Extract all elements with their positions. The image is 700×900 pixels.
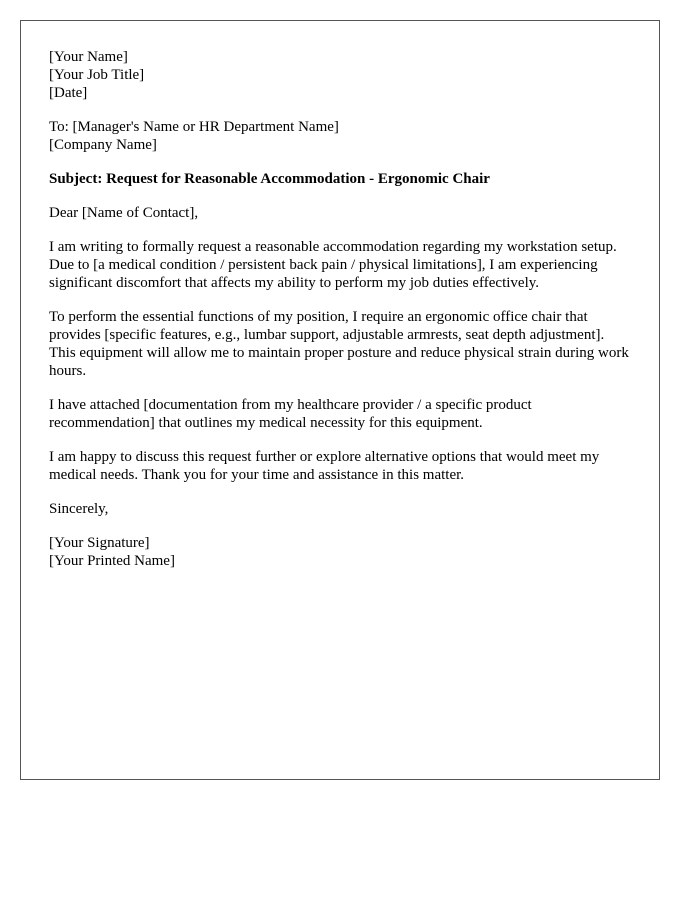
sender-block — [49, 48, 631, 102]
body-paragraph-4: I am happy to discuss this request further or explore alternative options that would meet my medical needs. Thank you for your time and assistance in this matter. — [49, 449, 600, 483]
recipient-to-line: To: [Manager's Name or HR Department Name] — [49, 119, 339, 135]
letter-date: [Date] — [49, 85, 88, 101]
signature-line: [Your Signature] — [49, 535, 150, 551]
letter-page — [20, 20, 660, 780]
recipient-company: [Company Name] — [49, 137, 157, 153]
sender-name: [Your Name] — [49, 49, 128, 65]
subject-line: Subject: Request for Reasonable Accommodation - Ergonomic Chair — [49, 171, 490, 187]
signature-block — [49, 534, 631, 570]
recipient-block — [49, 118, 631, 154]
body-paragraph-2: To perform the essential functions of my position, I require an ergonomic office chair that provides [specific features, e.g., lumbar support, adjustable armrests, seat depth adjustment]. This equipment will allow me to maintain proper posture and reduce physical strain during work hours. — [49, 309, 629, 379]
sender-job-title: [Your Job Title] — [49, 67, 145, 83]
salutation: Dear [Name of Contact], — [49, 205, 199, 221]
closing: Sincerely, — [49, 501, 109, 517]
body-paragraph-3: I have attached [documentation from my healthcare provider / a specific product recommendation] that outlines my medical necessity for this equipment. — [49, 397, 532, 431]
printed-name: [Your Printed Name] — [49, 553, 175, 569]
body-paragraph-1: I am writing to formally request a reasonable accommodation regarding my workstation setup. Due to [a medical condition / persistent back pain / physical limitations], I am experiencing significant discomfort that affects my ability to perform my job duties effectively. — [49, 239, 617, 291]
